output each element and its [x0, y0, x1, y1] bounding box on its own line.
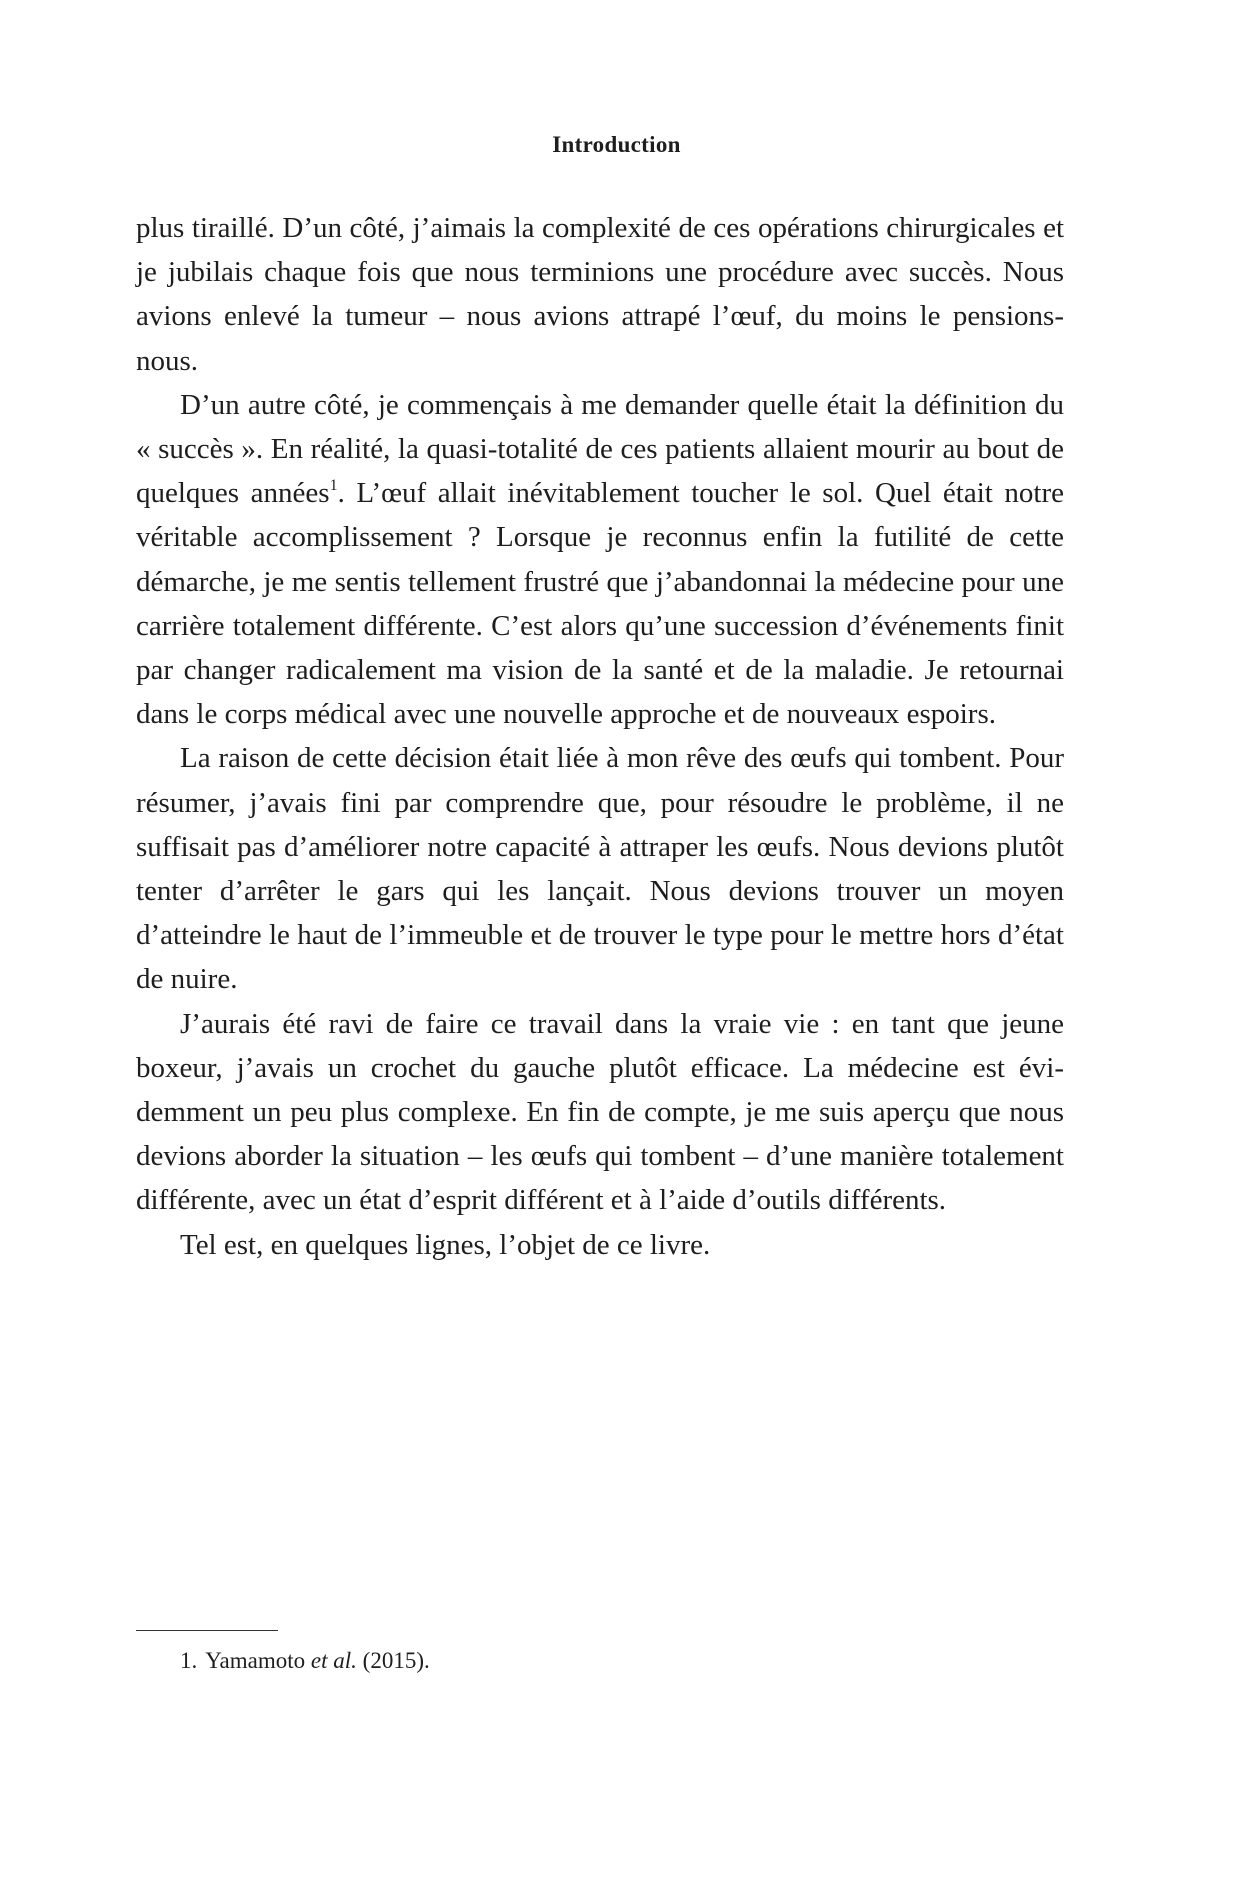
- footnote-reference: 1: [329, 477, 338, 495]
- running-title: Introduction: [552, 132, 681, 157]
- paragraph-4: J’aurais été ravi de faire ce travail dans la vraie vie : en tant que jeune boxeur, j’avais un crochet du gauche plutôt efficace. La médecine est évidemment un peu plus complexe. En fin de compte, je me suis aperçu que nous devions aborder la situation – les œufs qui tombent – d’une manière totalement différente, avec un état d’esprit différent et à l’aide d’outils différents.: [136, 1007, 1064, 1217]
- paragraph-5: Tel est, en quelques lignes, l’objet de ce livre.: [180, 1228, 711, 1261]
- paragraph-2: [136, 383, 1064, 737]
- footnote-etal: et al.: [310, 1648, 357, 1673]
- footnote-year: (2015).: [362, 1648, 430, 1673]
- paragraph-2-part-2: . L’œuf allait inévitablement toucher le sol. Quel était notre véritable accomplissement ? Lorsque je reconnus enfin la futilité de cette démarche, je me sentis tellement frustré que j’abandonnai la médecine pour une carrière totalement différente. C’est alors qu’une succession d’événements finit par changer radicalement ma vision de la santé et de la maladie. Je retournai dans le corps médical avec une nouvelle approche et de nouveaux espoirs.: [136, 477, 1064, 731]
- footnote-author: Yamamoto: [205, 1648, 306, 1673]
- footnote-separator: [136, 1630, 278, 1631]
- paragraph-3: La raison de cette décision était liée à mon rêve des œufs qui tombent. Pour résumer, j’avais fini par comprendre que, pour résoudre le problème, il ne suffisait pas d’améliorer notre capacité à attraper les œufs. Nous devions plutôt tenter d’arrêter le gars qui les lançait. Nous devions trouver un moyen d’atteindre le haut de l’immeuble et de trouver le type pour le mettre hors d’état de nuire.: [136, 742, 1064, 996]
- footnote-number: 1.: [180, 1648, 198, 1673]
- paragraph-1: plus tiraillé. D’un côté, j’aimais la complexité de ces opérations chirurgicales et je jubilais chaque fois que nous terminions une procédure avec succès. Nous avions enlevé la tumeur – nous avions attrapé l’œuf, du moins le pensions-nous.: [136, 212, 1064, 377]
- footnote: [180, 1646, 430, 1676]
- body-text: [136, 206, 1064, 1267]
- paragraph-2-part-1: D’un autre côté, je commençais à me demander quelle était la définition du « succès ». En réalité, la quasi-totalité de ces patients allaient mourir au bout de quelques années: [136, 388, 1064, 510]
